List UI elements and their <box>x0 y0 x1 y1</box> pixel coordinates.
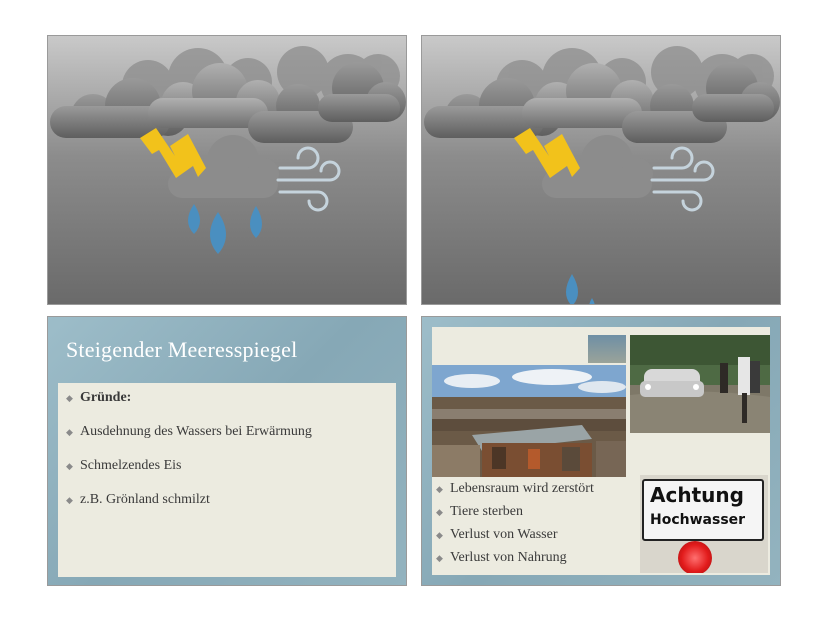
consequence-list <box>436 479 594 571</box>
sign-line-1: Achtung <box>650 483 744 507</box>
list-item: ◆ z.B. Grönland schmilzt <box>66 489 312 523</box>
small-photo <box>588 335 626 363</box>
warning-sign-photo <box>640 475 768 573</box>
slide-consequences[interactable] <box>422 317 780 585</box>
flood-photo <box>630 335 770 433</box>
list-item: ◆ Schmelzendes Eis <box>66 455 312 489</box>
list-item: ◆ Verlust von Nahrung <box>436 548 594 571</box>
bullet-diamond-icon: ◆ <box>436 507 443 517</box>
storm-illustration <box>422 36 780 304</box>
slide-storm-transition[interactable] <box>422 36 780 304</box>
list-item: ◆ Tiere sterben <box>436 502 594 525</box>
raindrop-icon <box>188 204 262 254</box>
bullet-diamond-icon: ◆ <box>436 530 443 540</box>
content-panel <box>58 383 396 577</box>
bullet-list <box>66 387 312 523</box>
bullet-diamond-icon: ◆ <box>66 393 73 403</box>
list-item: ◆ Lebensraum wird zerstört <box>436 479 594 502</box>
lightning-bolt-icon <box>514 128 580 178</box>
sign-line-2: Hochwasser <box>650 512 746 528</box>
storm-illustration <box>48 36 406 304</box>
slum-photo <box>432 365 626 477</box>
bullet-diamond-icon: ◆ <box>66 461 73 471</box>
lightning-bolt-icon <box>140 128 206 178</box>
bullet-diamond-icon: ◆ <box>66 495 73 505</box>
bullet-diamond-icon: ◆ <box>436 553 443 563</box>
slide-storm-rain[interactable] <box>48 36 406 304</box>
slide-title: Steigender Meeresspiegel <box>66 337 298 362</box>
warning-light-icon <box>678 541 712 573</box>
raindrop-icon <box>566 274 595 304</box>
wind-icon <box>278 148 339 210</box>
sign-board <box>642 479 764 541</box>
list-item: ◆ Gründe: <box>66 387 312 421</box>
list-item: ◆ Ausdehnung des Wassers bei Erwärmung <box>66 421 312 455</box>
list-item: ◆ Verlust von Wasser <box>436 525 594 548</box>
bullet-diamond-icon: ◆ <box>436 484 443 494</box>
wind-icon <box>652 148 713 210</box>
bullet-diamond-icon: ◆ <box>66 427 73 437</box>
slide-sea-level[interactable] <box>48 317 406 585</box>
